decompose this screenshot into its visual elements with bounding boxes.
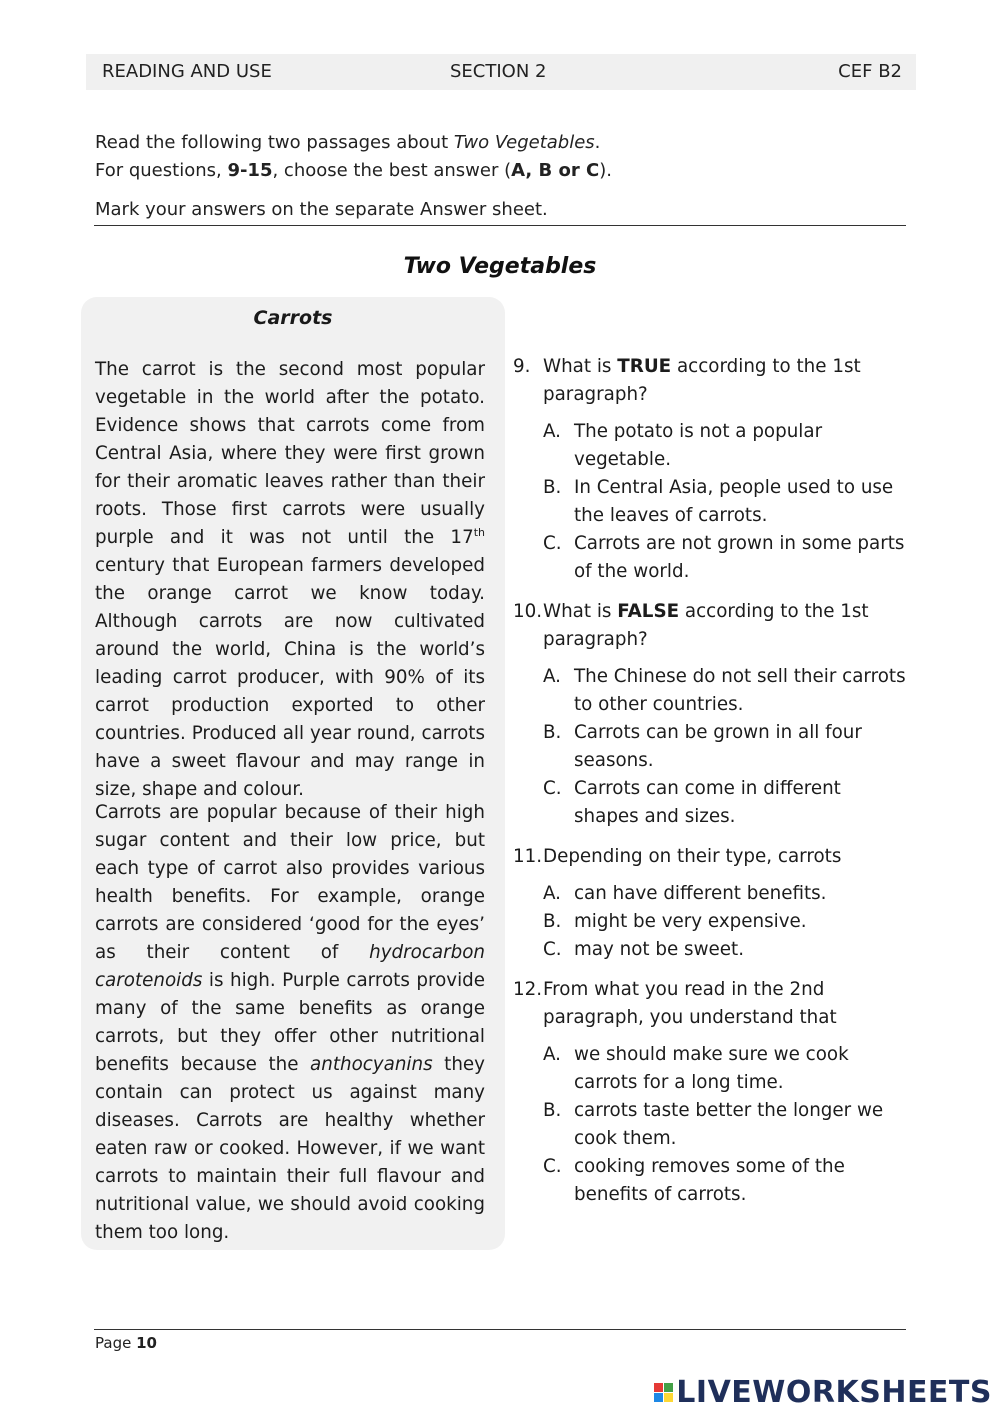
answer-option[interactable]	[543, 474, 908, 530]
liveworksheets-logo	[654, 1375, 992, 1410]
logo-block	[654, 1393, 663, 1402]
answer-option[interactable]	[543, 936, 908, 964]
option-letter: C.	[543, 778, 562, 799]
question-list	[513, 353, 908, 1221]
instruction-line-1: Read the following two passages about Two Vegetables.	[95, 132, 601, 153]
answer-option[interactable]	[543, 775, 908, 831]
question-number: 10.	[513, 601, 543, 622]
answer-option[interactable]	[543, 1041, 908, 1097]
instruction-line-3: Mark your answers on the separate Answer sheet.	[95, 199, 548, 220]
question-text: What is FALSE according to the 1st paragraph?	[543, 601, 869, 650]
option-text: carrots taste better the longer we cook them.	[574, 1100, 884, 1149]
question-10	[513, 598, 908, 831]
option-letter: C.	[543, 533, 562, 554]
option-letter: A.	[543, 883, 561, 904]
option-letter: B.	[543, 722, 562, 743]
option-letter: C.	[543, 1156, 562, 1177]
answer-option[interactable]	[543, 418, 908, 474]
answer-option[interactable]	[543, 1153, 908, 1209]
question-number: 12.	[513, 979, 543, 1000]
option-text: The potato is not a popular vegetable.	[574, 421, 823, 470]
option-text: may not be sweet.	[574, 939, 745, 960]
option-letter: A.	[543, 1044, 561, 1065]
answer-option[interactable]	[543, 719, 908, 775]
brand-name: LIVEWORKSHEETS	[676, 1375, 992, 1410]
question-number: 11.	[513, 846, 543, 867]
option-text: cooking removes some of the benefits of carrots.	[574, 1156, 845, 1205]
instruction-line-2: For questions, 9-15, choose the best answer (A, B or C).	[95, 160, 612, 181]
question-9	[513, 353, 908, 586]
divider-top	[94, 225, 906, 226]
logo-block	[664, 1393, 673, 1402]
header-left: READING AND USE	[102, 61, 272, 82]
option-letter: B.	[543, 911, 562, 932]
question-stem	[513, 353, 908, 409]
option-text: The Chinese do not sell their carrots to other countries.	[574, 666, 906, 715]
option-text: might be very expensive.	[574, 911, 807, 932]
logo-icon	[654, 1383, 673, 1402]
question-12	[513, 976, 908, 1209]
question-text: Depending on their type, carrots	[543, 846, 842, 867]
question-number: 9.	[513, 356, 531, 377]
option-letter: C.	[543, 939, 562, 960]
answer-option[interactable]	[543, 880, 908, 908]
answer-option[interactable]	[543, 663, 908, 719]
answer-option[interactable]	[543, 1097, 908, 1153]
passage-paragraph-1: The carrot is the second most popular vegetable in the world after the potato. Evidence shows that carrots come from Central Asia, where they were first grown for their aromatic leaves rather than their roots. Those first carrots were usually purple and it was not until the 17th century that European farmers developed the orange carrot we know today. Although carrots are now cultivated around the world, China is the world’s leading carrot producer, with 90% of its carrot production exported to other countries. Produced all year round, carrots have a sweet flavour and may range in size, shape and colour.	[95, 359, 485, 800]
option-text: we should make sure we cook carrots for a long time.	[574, 1044, 849, 1093]
question-text: What is TRUE according to the 1st paragraph?	[543, 356, 861, 405]
option-text: Carrots can be grown in all four seasons.	[574, 722, 862, 771]
answer-option[interactable]	[543, 530, 908, 586]
logo-block	[664, 1383, 673, 1392]
option-text: In Central Asia, people used to use the leaves of carrots.	[574, 477, 894, 526]
passage-paragraph-2: Carrots are popular because of their high sugar content and their low price, but each type of carrot also provides various health benefits. For example, orange carrots are considered ‘good for the eyes’ as their content of hydrocarbon carotenoids is high. Purple carrots provide many of the same benefits as orange carrots, but they offer other nutritional benefits because the anthocyanins they contain can protect us against many diseases. Carrots are healthy whether eaten raw or cooked. However, if we want carrots to maintain their full flavour and nutritional value, we should avoid cooking them too long.	[95, 802, 485, 1243]
option-letter: B.	[543, 1100, 562, 1121]
option-text: Carrots can come in different shapes and sizes.	[574, 778, 841, 827]
option-letter: A.	[543, 666, 561, 687]
option-letter: A.	[543, 421, 561, 442]
question-stem	[513, 598, 908, 654]
option-letter: B.	[543, 477, 562, 498]
page-number: Page 10	[95, 1334, 157, 1352]
question-text: From what you read in the 2nd paragraph, you understand that	[543, 979, 837, 1028]
question-11	[513, 843, 908, 964]
instructions	[95, 129, 612, 185]
passage-title: Carrots	[253, 307, 333, 329]
header-right: CEF B2	[838, 61, 902, 82]
page-title: Two Vegetables	[403, 254, 597, 279]
option-text: can have different benefits.	[574, 883, 827, 904]
option-text: Carrots are not grown in some parts of the world.	[574, 533, 905, 582]
header-center: SECTION 2	[450, 61, 547, 82]
section-header-bar	[86, 54, 916, 90]
divider-bottom	[94, 1329, 906, 1330]
logo-block	[654, 1383, 663, 1392]
question-stem	[513, 976, 908, 1032]
question-stem	[513, 843, 908, 871]
answer-option[interactable]	[543, 908, 908, 936]
